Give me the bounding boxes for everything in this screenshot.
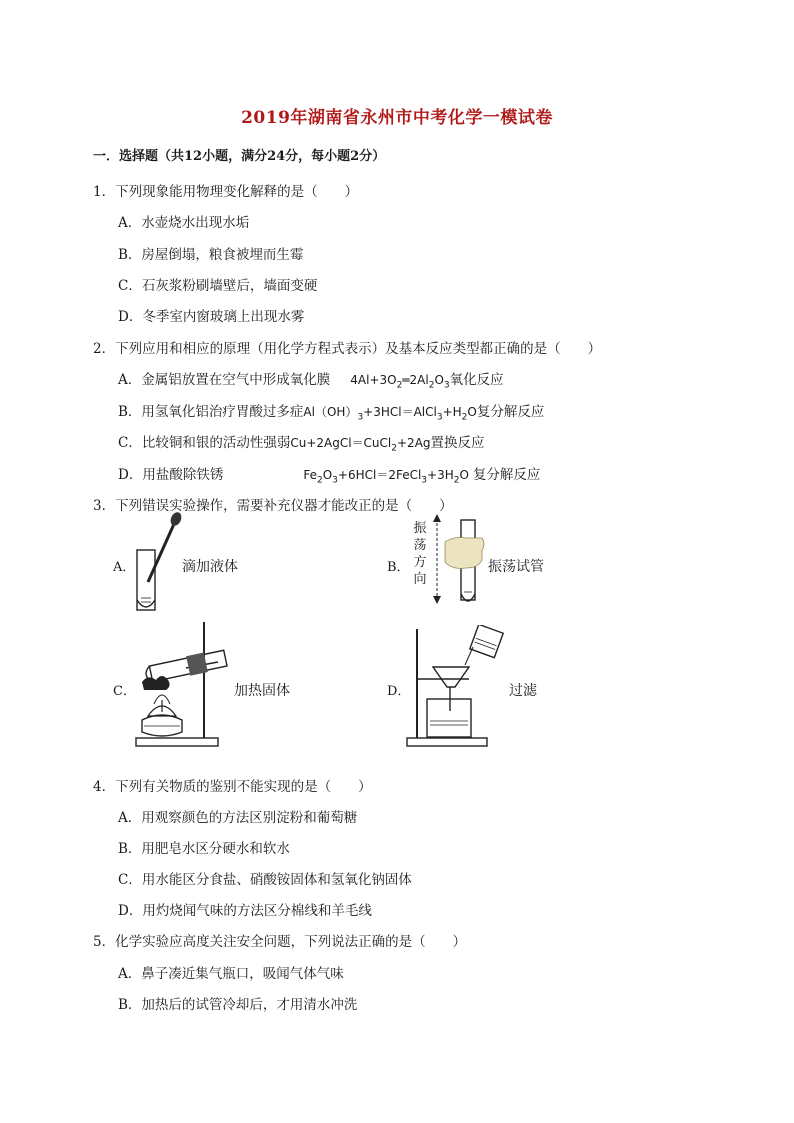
question-1-option-b: B．房屋倒塌，粮食被埋而生霉 [118, 247, 304, 263]
dropper-test-tube-illustration [128, 510, 188, 615]
reaction-type: 氧化反应 [449, 372, 504, 388]
question-2-option-a [118, 368, 504, 390]
question-5-option-a: A．鼻子凑近集气瓶口，吸闻气体气味 [118, 966, 344, 982]
reaction-type: 置换反应 [430, 435, 485, 451]
page-title: 2019年湖南省永州市中考化学一模试卷 [241, 108, 553, 128]
question-4-option-a: A．用观察颜色的方法区别淀粉和葡萄糖 [118, 810, 358, 826]
question-2-option-c [118, 431, 485, 453]
heating-solid-illustration [128, 620, 233, 750]
option-text: C．比较铜和银的活动性强弱 [118, 435, 291, 451]
figure-d-caption: 过滤 [509, 683, 537, 699]
figure-c-letter: C． [113, 684, 136, 699]
figure-b-letter: B． [387, 560, 410, 575]
question-5-stem: 5．化学实验应高度关注安全问题，下列说法正确的是（ ） [93, 934, 467, 950]
equation: $Fe_2O_3+6HCl=2FeCl_3+3H_2O$ [303, 468, 469, 486]
question-4-option-c: C．用水能区分食盐、硝酸铵固体和氢氧化钠固体 [118, 872, 412, 888]
option-text: D．用盐酸除铁锈 [118, 467, 224, 483]
option-text: B．用氢氧化铝治疗胃酸过多症 [118, 404, 304, 420]
question-1-stem: 1．下列现象能用物理变化解释的是（ ） [93, 184, 359, 200]
shake-direction-label: 振荡方向 [413, 521, 427, 587]
question-2-option-b [118, 400, 544, 422]
reaction-type: 复分解反应 [476, 404, 545, 420]
reaction-type: 复分解反应 [472, 467, 541, 483]
section-heading: 一．选择题（共12小题，满分24分，每小题2分） [93, 149, 386, 164]
question-2-option-d [118, 463, 540, 485]
filtration-illustration [405, 625, 505, 750]
figure-a-letter: A． [113, 560, 136, 575]
figure-b-caption: 振荡试管 [488, 559, 544, 575]
figure-c-caption: 加热固体 [234, 683, 290, 699]
question-4-option-d: D．用灼烧闻气味的方法区分棉线和羊毛线 [118, 903, 372, 919]
option-text: A．金属铝放置在空气中形成氧化膜 [118, 372, 331, 388]
question-2-stem: 2．下列应用和相应的原理（用化学方程式表示）及基本反应类型都正确的是（ ） [93, 341, 602, 357]
equation: $Al(OH)_3+3HCl=AlCl_3+H_2O$ [303, 405, 477, 423]
question-5-option-b: B．加热后的试管冷却后，才用清水冲洗 [118, 997, 358, 1013]
equation: $4Al+3O_2═2Al_2O_3$ [350, 373, 450, 391]
equation: Cu+2AgCl＝CuCl$_2$+2Ag [290, 436, 431, 454]
figure-a-caption: 滴加液体 [182, 559, 238, 575]
question-3-stem: 3．下列错误实验操作，需要补充仪器才能改正的是（ ） [93, 498, 453, 514]
question-1-option-c: C．石灰浆粉刷墙壁后，墙面变硬 [118, 278, 318, 294]
figure-d-letter: D． [387, 684, 411, 699]
shaking-test-tube-illustration [430, 512, 490, 610]
question-1-option-a: A．水壶烧水出现水垢 [118, 215, 250, 231]
question-1-option-d: D．冬季室内窗玻璃上出现水雾 [118, 309, 305, 325]
question-4-option-b: B．用肥皂水区分硬水和软水 [118, 841, 290, 857]
question-4-stem: 4．下列有关物质的鉴别不能实现的是（ ） [93, 779, 372, 795]
